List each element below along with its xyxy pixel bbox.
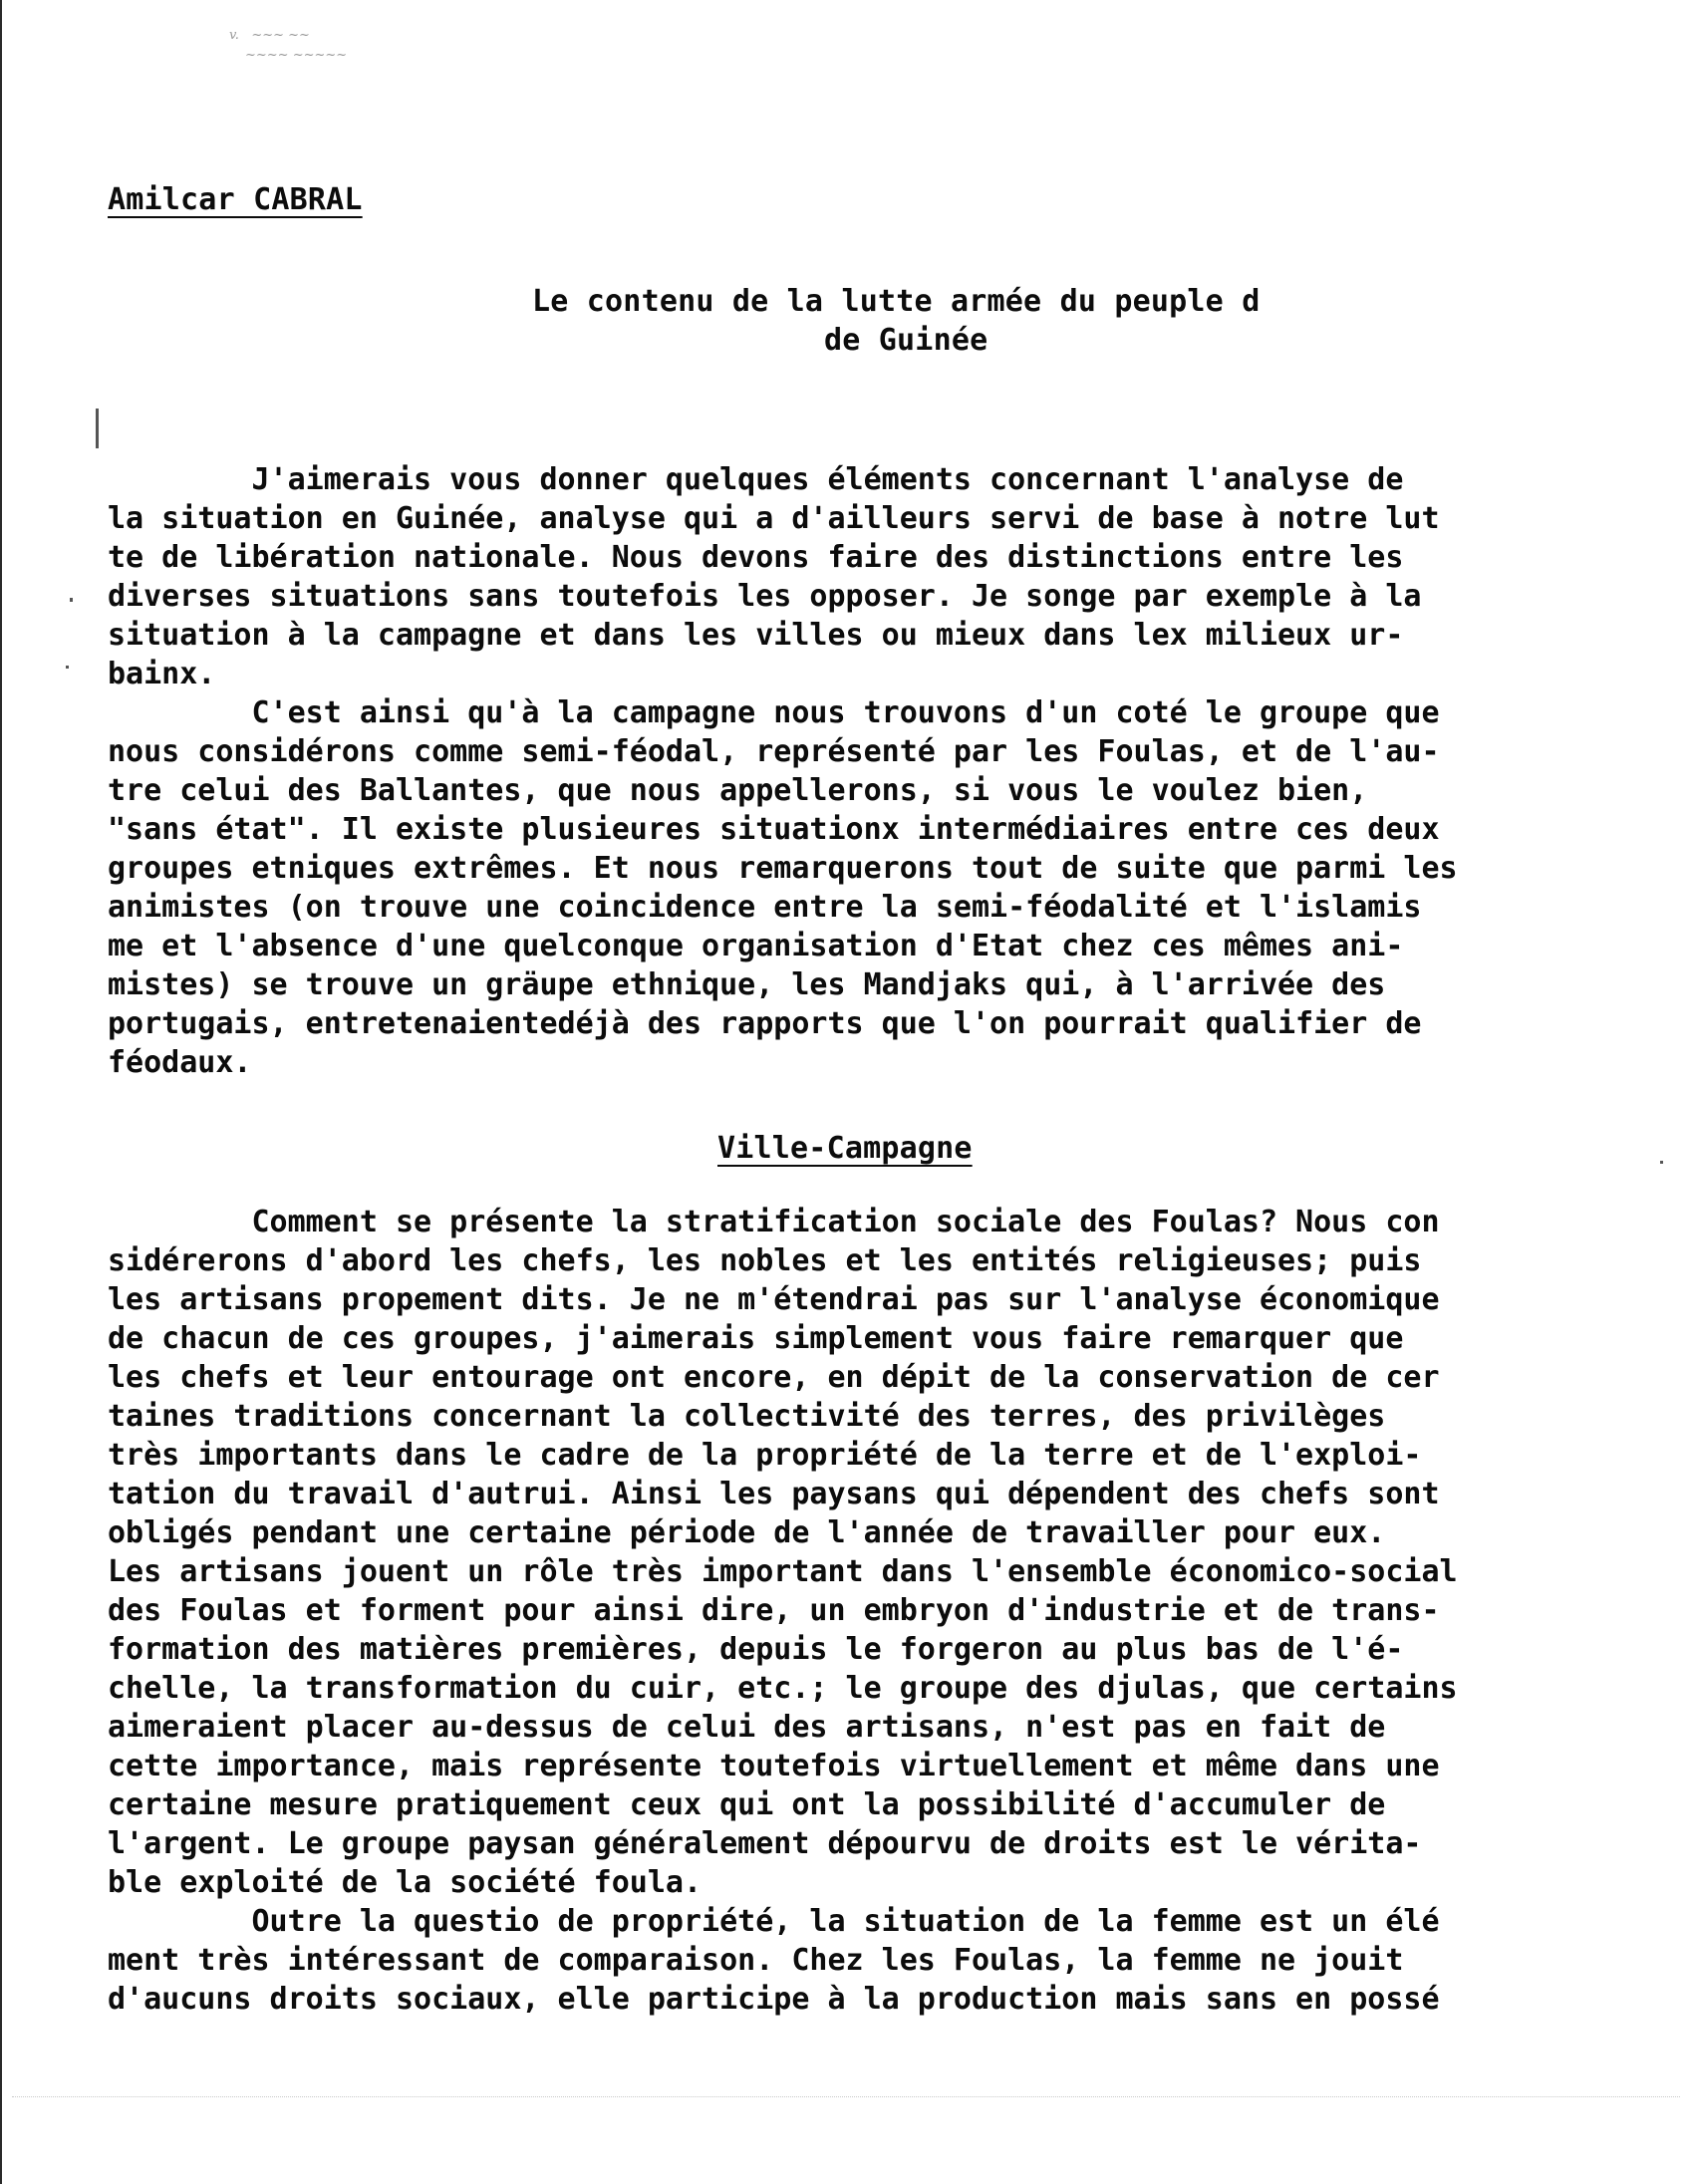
text-line: de chacun de ces groupes, j'aimerais simplement vous faire remarquer que — [108, 1321, 1404, 1356]
text-line: diverses situations sans toutefois les opposer. Je songe par exemple à la — [108, 579, 1422, 614]
text-line: très importants dans le cadre de la propriété de la terre et de l'exploi- — [108, 1438, 1422, 1473]
text-line: "sans état". Il existe plusieures situationx intermédiaires entre ces deux — [108, 812, 1440, 847]
text-line: tre celui des Ballantes, que nous appellerons, si vous le voulez bien, — [108, 773, 1368, 808]
margin-speck — [70, 598, 73, 602]
text-line: te de libération nationale. Nous devons faire des distinctions entre les — [108, 540, 1404, 575]
text-line: C'est ainsi qu'à la campagne nous trouvons d'un coté le groupe que — [108, 695, 1440, 730]
text-line: la situation en Guinée, analyse qui a d'ailleurs servi de base à notre lut — [108, 501, 1440, 536]
text-line: Comment se présente la stratification sociale des Foulas? Nous con — [108, 1205, 1440, 1239]
text-line: certaine mesure pratiquement ceux qui ont la possibilité d'accumuler de — [108, 1787, 1386, 1822]
text-line: J'aimerais vous donner quelques éléments concernant l'analyse de — [108, 462, 1404, 497]
margin-speck — [1660, 1161, 1663, 1164]
text-line: ble exploité de la société foula. — [108, 1865, 703, 1900]
section-heading: Ville-Campagne — [717, 1131, 973, 1166]
text-line: taines traditions concernant la collectivité des terres, des privilèges — [108, 1399, 1386, 1434]
text-line: des Foulas et forment pour ainsi dire, un embryon d'industrie et de trans- — [108, 1593, 1440, 1628]
text-line: d'aucuns droits sociaux, elle participe à la production mais sans en possé — [108, 1982, 1440, 2017]
text-line: aimeraient placer au-dessus de celui des artisans, n'est pas en fait de — [108, 1710, 1386, 1745]
document-title-line-2: de Guinée — [824, 323, 988, 358]
author-name: Amilcar CABRAL — [108, 182, 363, 217]
text-line: chelle, la transformation du cuir, etc.; le groupe des djulas, que certains — [108, 1671, 1458, 1706]
text-line: cette importance, mais représente toutefois virtuellement et même dans une — [108, 1749, 1440, 1783]
text-line: nous considérons comme semi-féodal, représenté par les Foulas, et de l'au- — [108, 734, 1440, 769]
text-line: féodaux. — [108, 1045, 252, 1080]
text-line: formation des matières premières, depuis le forgeron au plus bas de l'é- — [108, 1632, 1404, 1667]
text-line: portugais, entretenaientedéjà des rapports que l'on pourrait qualifier de — [108, 1006, 1422, 1041]
handwritten-annotation: v. ~~~ ~~ ~~~~ ~~~~~ — [229, 28, 348, 63]
margin-speck — [66, 666, 69, 669]
text-line: les chefs et leur entourage ont encore, en dépit de la conservation de cer — [108, 1360, 1440, 1395]
text-line: obligés pendant une certaine période de l'année de travailler pour eux. — [108, 1515, 1386, 1550]
text-line: l'argent. Le groupe paysan généralement dépourvu de droits est le vérita- — [108, 1826, 1422, 1861]
margin-speck — [96, 409, 99, 448]
text-line: ment très intéressant de comparaison. Chez les Foulas, la femme ne jouit — [108, 1943, 1404, 1978]
text-line: sidérerons d'abord les chefs, les nobles et les entités religieuses; puis — [108, 1243, 1422, 1278]
text-line: tation du travail d'autrui. Ainsi les paysans qui dépendent des chefs sont — [108, 1477, 1440, 1511]
text-line: me et l'absence d'une quelconque organisation d'Etat chez ces mêmes ani- — [108, 929, 1404, 963]
page-bottom-edge — [12, 2096, 1680, 2097]
text-line: les artisans propement dits. Je ne m'étendrai pas sur l'analyse économique — [108, 1282, 1440, 1317]
text-line: mistes) se trouve un gräupe ethnique, les Mandjaks qui, à l'arrivée des — [108, 967, 1386, 1002]
text-line: bainx. — [108, 657, 216, 691]
text-line: situation à la campagne et dans les villes ou mieux dans lex milieux ur- — [108, 618, 1404, 653]
text-line: animistes (on trouve une coincidence entre la semi-féodalité et l'islamis — [108, 890, 1422, 925]
text-line: groupes etniques extrêmes. Et nous remarquerons tout de suite que parmi les — [108, 851, 1458, 886]
text-line: Outre la questio de propriété, la situation de la femme est un élé — [108, 1904, 1440, 1939]
document-title-line-1: Le contenu de la lutte armée du peuple d — [532, 284, 1261, 319]
text-line: Les artisans jouent un rôle très important dans l'ensemble économico-social — [108, 1554, 1458, 1589]
